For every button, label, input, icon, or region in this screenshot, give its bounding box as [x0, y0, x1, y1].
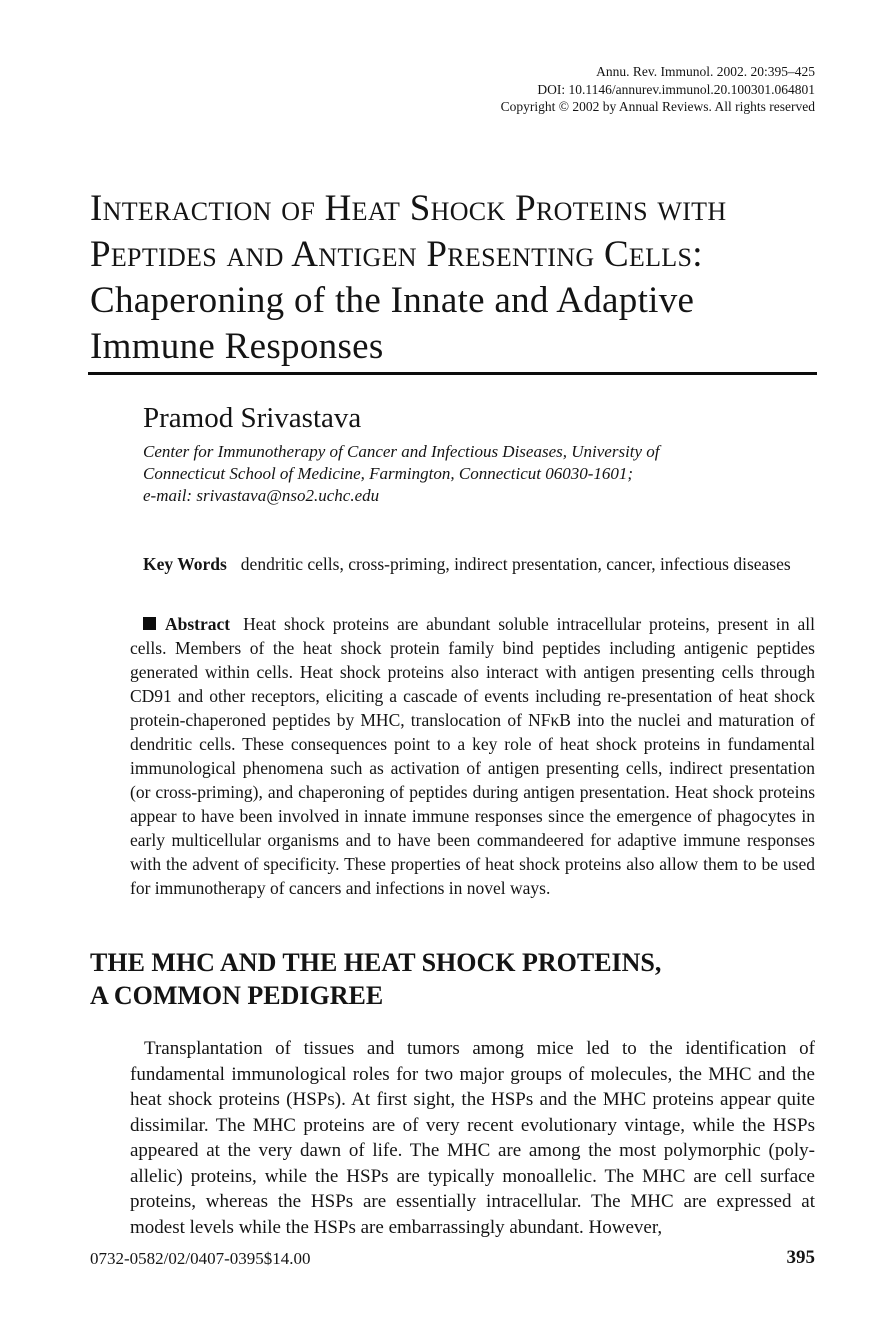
- title-rule: [88, 372, 817, 375]
- abstract-label: Abstract: [165, 614, 231, 634]
- footer-issn: 0732-0582/02/0407-0395$14.00: [90, 1249, 311, 1268]
- abstract-marker-icon: [143, 617, 156, 630]
- page-number: 395: [786, 1247, 815, 1268]
- author-block: [143, 400, 783, 507]
- affiliation-line: Center for Immunotherapy of Cancer and Infectious Diseases, University of: [143, 442, 660, 461]
- abstract-text: Heat shock proteins are abundant soluble intracellular proteins, present in all cells. Members of the heat shock protein family bind peptides including antigenic peptides generated within cells. Heat shock proteins also interact with antigen presenting cells through CD91 and other receptors, eliciting a cascade of events including re-presentation of heat shock protein-chaperoned peptides by MHC, translocation of NFκB into the nuclei and maturation of dendritic cells. These consequences point to a key role of heat shock proteins in fundamental immunological phenomena such as activation of antigen presenting cells, indirect presentation (or cross-priming), and chaperoning of peptides during antigen presentation. Heat shock proteins appear to have been involved in innate immune responses since the emergence of phagocytes in early multicellular organisms and to have been commandeered for adaptive immune responses with the advent of specificity. These properties of heat shock proteins also allow them to be used for immunotherapy of cancers and infections in novel ways.: [130, 614, 815, 898]
- affiliation-line: Connecticut School of Medicine, Farmington, Connecticut 06030-1601;: [143, 464, 634, 483]
- journal-citation-block: [501, 63, 815, 116]
- citation-line: Annu. Rev. Immunol. 2002. 20:395–425: [596, 64, 815, 79]
- keywords-block: [130, 552, 840, 576]
- subtitle-line-1: Chaperoning of the Innate and Adaptive: [90, 280, 695, 321]
- author-email: e-mail: srivastava@nso2.uchc.edu: [143, 486, 380, 505]
- title-line-1: Interaction of Heat Shock Proteins with: [90, 188, 727, 229]
- keywords-text: dendritic cells, cross-priming, indirect presentation, cancer, infectious diseases: [240, 554, 791, 574]
- author-name: Pramod Srivastava: [143, 402, 362, 434]
- section-heading-line-1: THE MHC AND THE HEAT SHOCK PROTEINS,: [90, 948, 662, 977]
- abstract-block: [130, 612, 815, 900]
- section-heading: [90, 946, 820, 1012]
- section-heading-line-2: A COMMON PEDIGREE: [90, 981, 384, 1010]
- intro-paragraph: Transplantation of tissues and tumors among mice led to the identification of fundamental immunological roles for two major groups of molecules, the MHC and the heat shock proteins (HSPs). At first sight, the HSPs and the MHC proteins appear quite dissimilar. The MHC proteins are of very recent evolutionary vintage, while the HSPs appeared at the very dawn of life. The MHC are among the most polymorphic (poly-allelic) proteins, while the HSPs are typically monoallelic. The MHC are cell surface proteins, whereas the HSPs are essentially intracellular. The MHC are expressed at modest levels while the HSPs are embarrassingly abundant. However,: [130, 1038, 815, 1238]
- copyright-line: Copyright © 2002 by Annual Reviews. All rights reserved: [500, 99, 815, 114]
- keywords-label: Key Words: [143, 554, 227, 574]
- article-title: [90, 186, 830, 370]
- title-line-2: Peptides and Antigen Presenting Cells:: [90, 234, 703, 275]
- subtitle-line-2: Immune Responses: [90, 326, 384, 367]
- doi-line: DOI: 10.1146/annurev.immunol.20.100301.064801: [537, 81, 815, 97]
